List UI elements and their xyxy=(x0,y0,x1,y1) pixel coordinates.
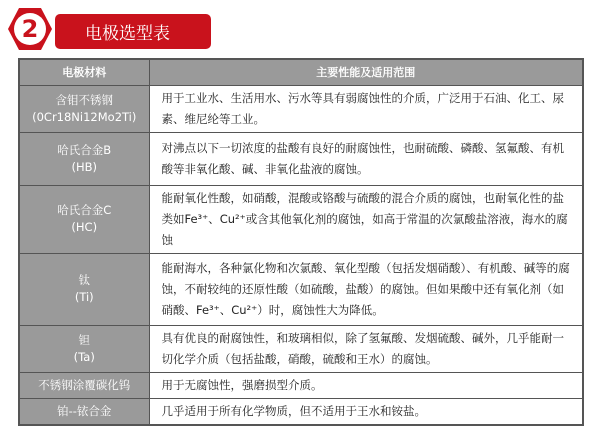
material-cell xyxy=(19,132,149,185)
material-code: (HC) xyxy=(71,220,98,234)
material-cell xyxy=(19,185,149,253)
material-code: (HB) xyxy=(71,159,97,174)
description-cell: 能耐氧化性酸，如硝酸，混酸或铬酸与硫酸的混合介质的腐蚀，也耐氧化性的盐类如Fe³⁺、Cu²⁺或含其他氧化剂的腐蚀，如高于常温的次氯酸盐溶液，海水的腐蚀 xyxy=(149,185,583,253)
material-code: (Ti) xyxy=(74,290,94,304)
description-cell: 用于无腐蚀性，强磨损型介质。 xyxy=(149,372,583,398)
material-name: 不锈钢涂覆碳化钨 xyxy=(38,377,131,392)
section-number: 2 xyxy=(21,15,39,43)
description-cell: 用于工业水、生活用水、污水等具有弱腐蚀性的介质，广泛用于石油、化工、尿素、维尼纶等工业。 xyxy=(149,85,583,132)
table-row xyxy=(19,85,583,132)
material-name: 铂--铱合金 xyxy=(57,403,112,418)
table-header xyxy=(19,59,583,85)
table-row xyxy=(19,372,583,398)
description-cell: 几乎适用于所有化学物质，但不适用于王水和铵盐。 xyxy=(149,398,583,425)
header-description: 主要性能及适用范围 xyxy=(149,59,583,85)
section-title: 电极选型表 xyxy=(55,14,211,49)
description-cell: 能耐海水，各种氯化物和次氯酸、氧化型酸（包括发烟硝酸）、有机酸、碱等的腐蚀，不耐较纯的还原性酸（如硫酸，盐酸）的腐蚀。但如果酸中还有氧化剂（如硝酸、Fe³⁺、Cu²⁺）时，腐蚀性大为降低。 xyxy=(149,253,583,325)
table-row xyxy=(19,253,583,325)
electrode-selection-table xyxy=(18,58,584,426)
table-row xyxy=(19,132,583,185)
material-code: (0Cr18Ni12Mo2Ti) xyxy=(32,109,137,124)
header-material: 电极材料 xyxy=(19,59,149,85)
material-cell xyxy=(19,253,149,325)
material-cell xyxy=(19,85,149,132)
description-cell: 对沸点以下一切浓度的盐酸有良好的耐腐蚀性，也耐硫酸、磷酸、氢氟酸、有机酸等非氧化酸、碱、非氧化盐液的腐蚀。 xyxy=(149,132,583,185)
description-cell: 具有优良的耐腐蚀性，和玻璃相似，除了氢氟酸、发烟硫酸、碱外，几乎能耐一切化学介质（包括盐酸，硝酸，硫酸和王水）的腐蚀。 xyxy=(149,325,583,372)
material-name: 含钼不锈钢 xyxy=(55,92,113,107)
material-name: 钽 xyxy=(78,332,90,347)
material-code: (Ta) xyxy=(73,349,95,364)
material-cell xyxy=(19,398,149,425)
material-name: 哈氏合金B xyxy=(57,142,112,157)
table-row xyxy=(19,325,583,372)
material-cell xyxy=(19,372,149,398)
table-row xyxy=(19,185,583,253)
material-name: 哈氏合金C xyxy=(57,203,112,217)
material-cell xyxy=(19,325,149,372)
material-name: 钛 xyxy=(78,273,90,287)
table-row xyxy=(19,398,583,425)
